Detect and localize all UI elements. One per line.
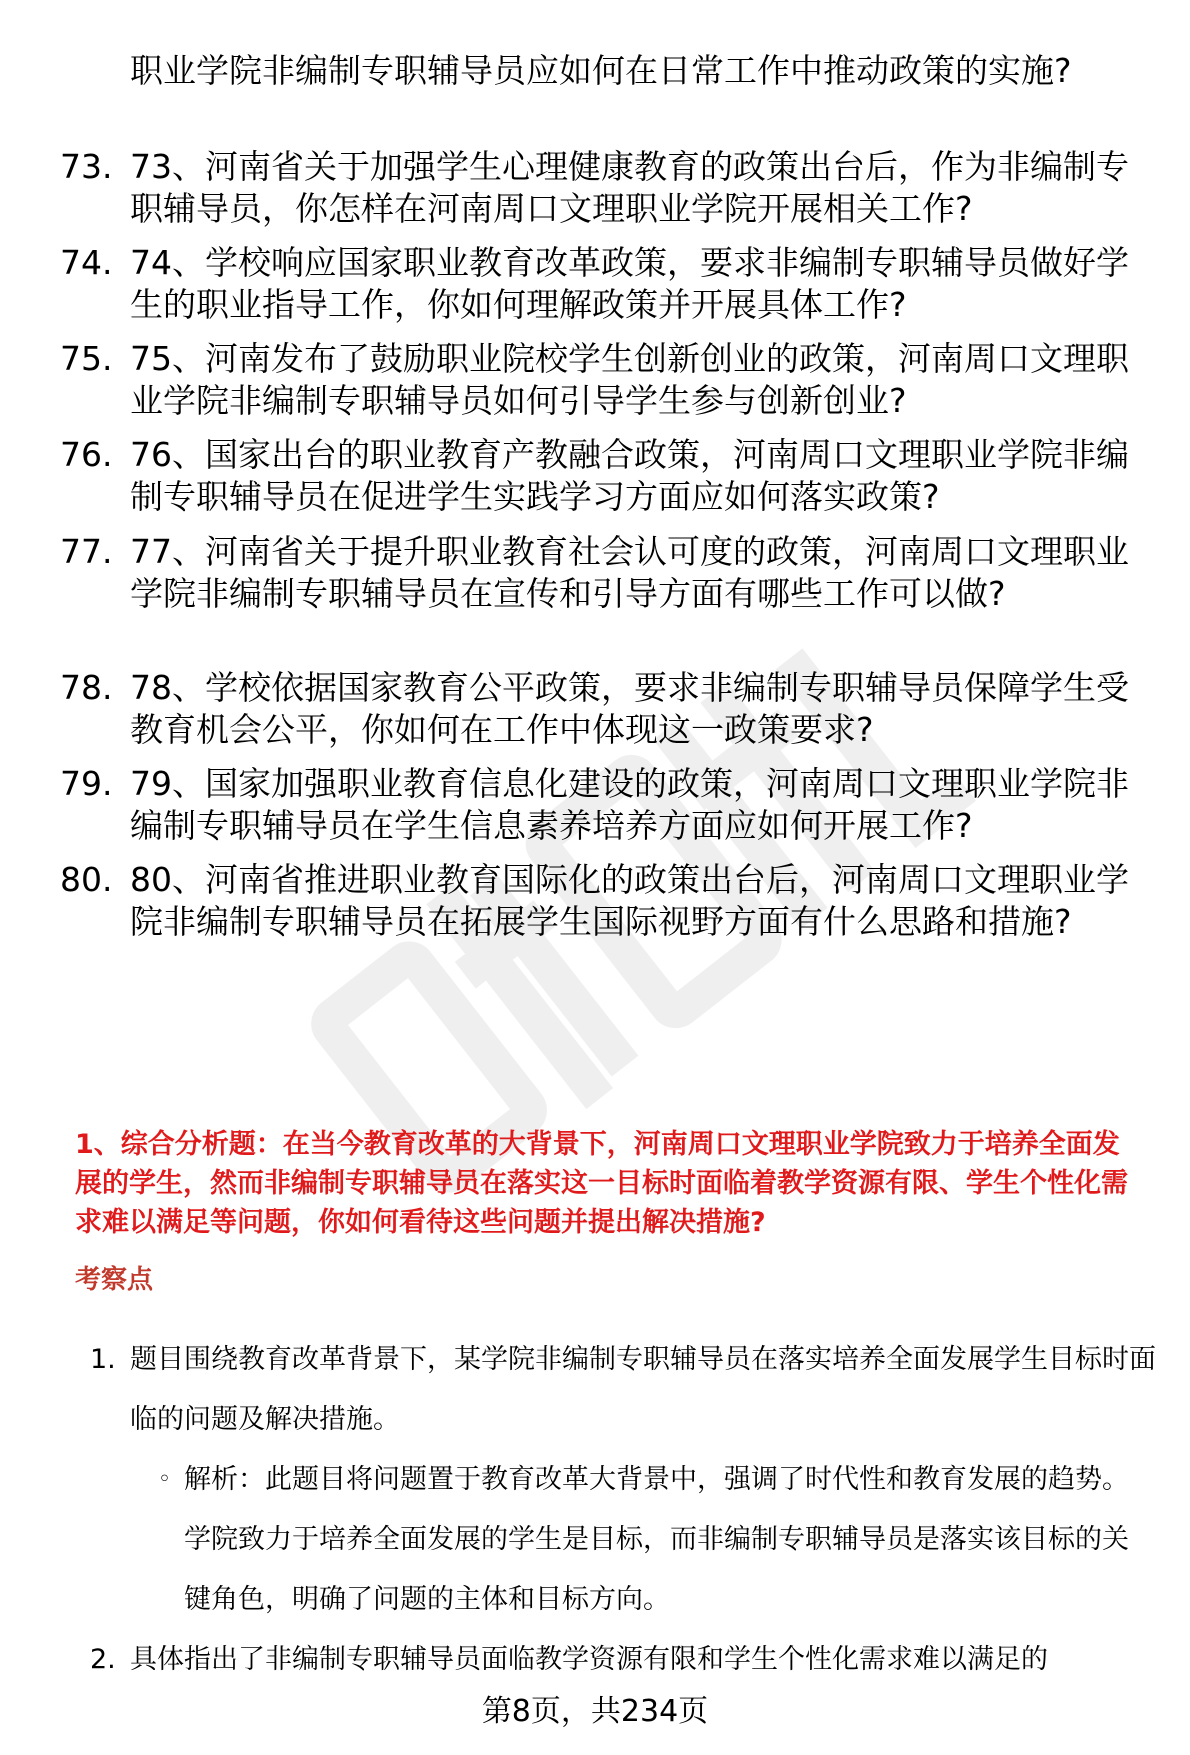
question-number: 73.	[60, 147, 113, 186]
question-number: 76.	[60, 435, 113, 474]
question-text: 75、河南发布了鼓励职业院校学生创新创业的政策，河南周口文理职业学院非编制专职辅导员如何引导学生参与创新创业?	[130, 339, 1129, 420]
key-point-text: 题目围绕教育改革背景下，某学院非编制专职辅导员在落实培养全面发展学生目标时面临的问题及解决措施。	[130, 1344, 1156, 1435]
question-number: 79.	[60, 764, 113, 803]
key-point-number: 1.	[90, 1344, 116, 1375]
question-text: 73、河南省关于加强学生心理健康教育的政策出台后，作为非编制专职辅导员，你怎样在河南周口文理职业学院开展相关工作?	[130, 147, 1129, 228]
question-number: 77.	[60, 532, 113, 571]
question-text: 77、河南省关于提升职业教育社会认可度的政策，河南周口文理职业学院非编制专职辅导员在宣传和引导方面有哪些工作可以做?	[130, 532, 1129, 613]
question-number: 80.	[60, 860, 113, 899]
question-text: 74、学校响应国家职业教育改革政策，要求非编制专职辅导员做好学生的职业指导工作，你如何理解政策并开展具体工作?	[130, 243, 1129, 324]
question-text: 76、国家出台的职业教育产教融合政策，河南周口文理职业学院非编制专职辅导员在促进学生实践学习方面应如何落实政策?	[130, 435, 1129, 516]
question-number: 75.	[60, 339, 113, 378]
analysis-text: 解析：此题目将问题置于教育改革大背景中，强调了时代性和教育发展的趋势。学院致力于培养全面发展的学生是目标，而非编制专职辅导员是落实该目标的关键角色，明确了问题的主体和目标方向。	[184, 1464, 1129, 1615]
question-number: 74.	[60, 243, 113, 282]
question-number: 78.	[60, 668, 113, 707]
page-footer: 第8页，共234页	[481, 1694, 709, 1729]
key-point-text: 具体指出了非编制专职辅导员面临教学资源有限和学生个性化需求难以满足的	[130, 1644, 1048, 1675]
section-label-key-points: 考察点	[75, 1265, 154, 1295]
question-text: 80、河南省推进职业教育国际化的政策出台后，河南周口文理职业学院非编制专职辅导员在拓展学生国际视野方面有什么思路和措施?	[130, 860, 1129, 941]
analysis-question-title: 1、综合分析题：在当今教育改革的大背景下，河南周口文理职业学院致力于培养全面发展的学生，然而非编制专职辅导员在落实这一目标时面临着教学资源有限、学生个性化需求难以满足等问题，你如何看待这些问题并提出解决措施?	[75, 1129, 1128, 1238]
question-continuation: 职业学院非编制专职辅导员应如何在日常工作中推动政策的实施?	[130, 51, 1072, 90]
question-text: 78、学校依据国家教育公平政策，要求非编制专职辅导员保障学生受教育机会公平，你如何在工作中体现这一政策要求?	[130, 668, 1129, 749]
key-point-number: 2.	[90, 1644, 116, 1675]
hollow-bullet-icon: ◦	[158, 1467, 171, 1492]
question-text: 79、国家加强职业教育信息化建设的政策，河南周口文理职业学院非编制专职辅导员在学生信息素养培养方面应如何开展工作?	[130, 764, 1129, 845]
